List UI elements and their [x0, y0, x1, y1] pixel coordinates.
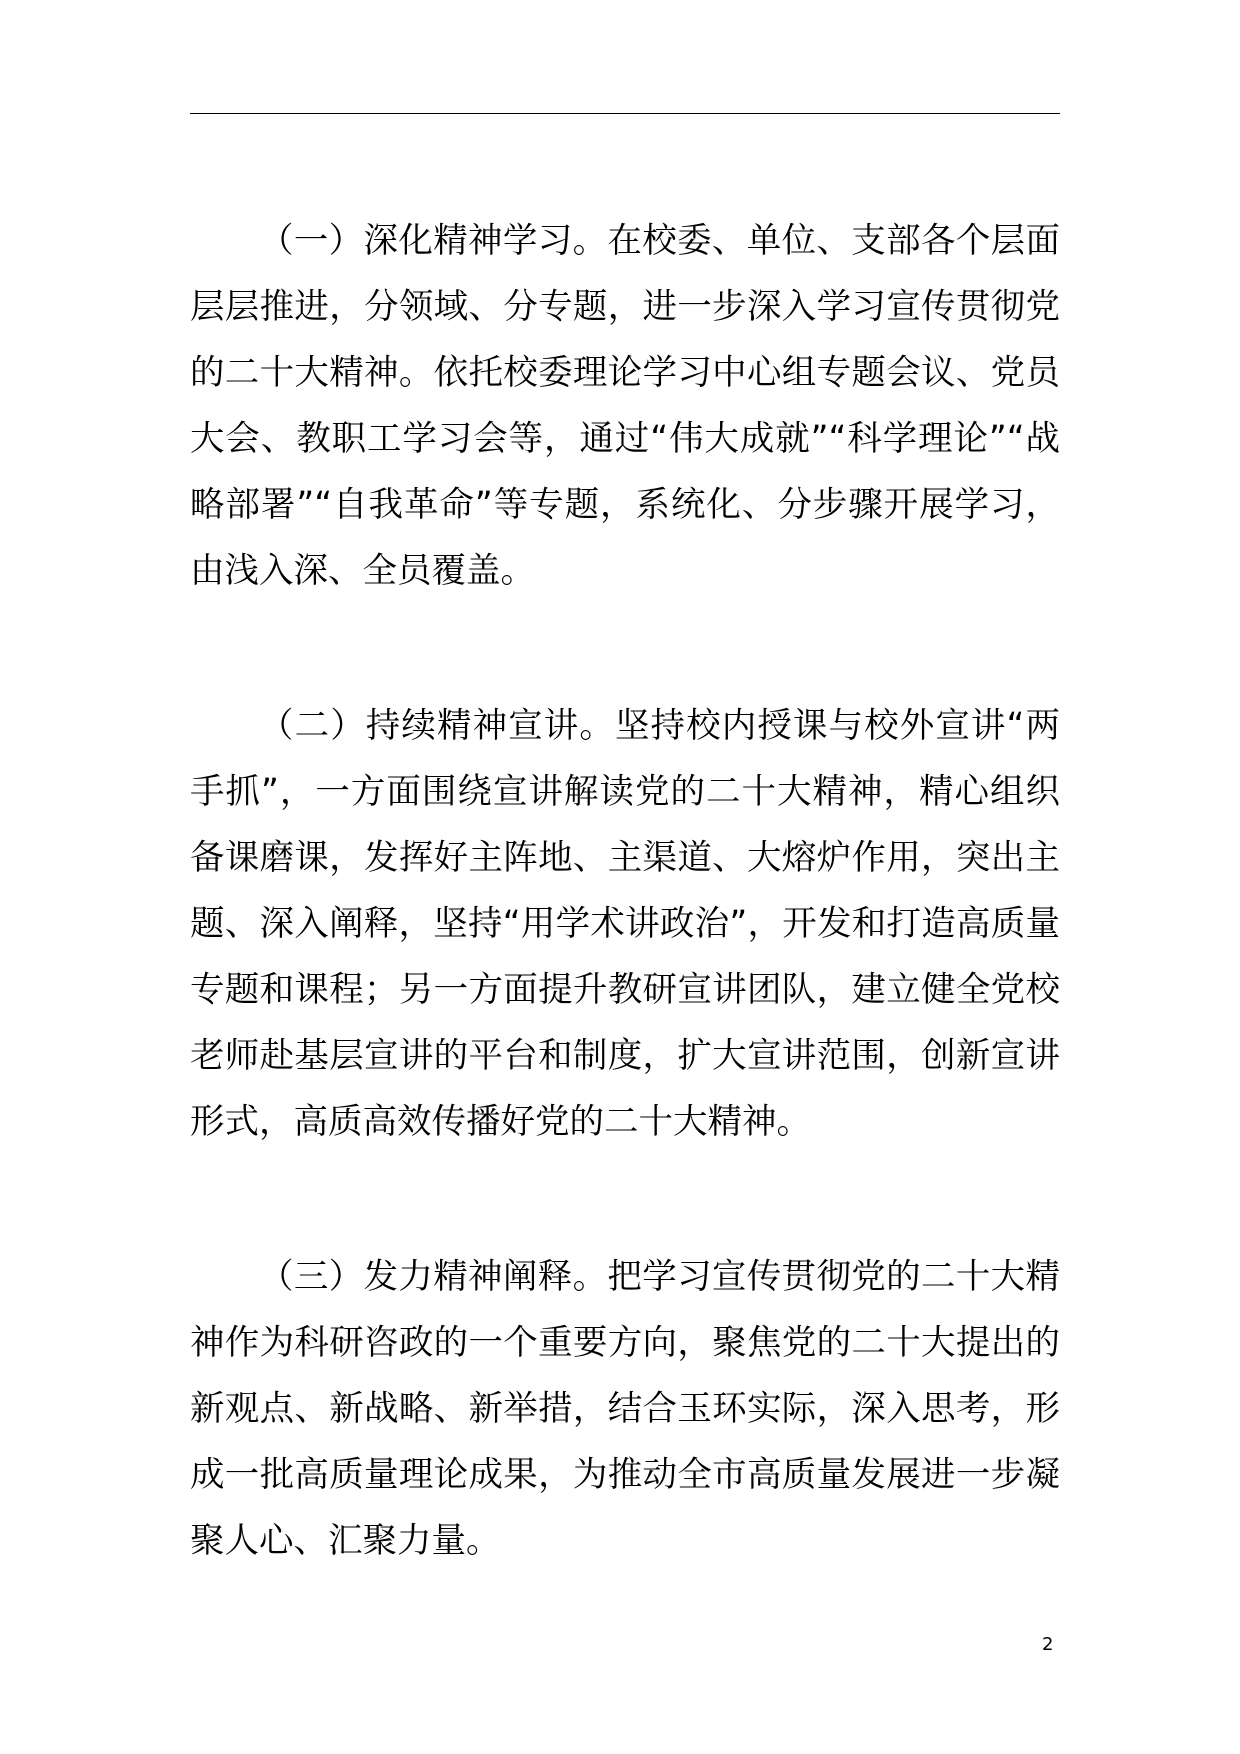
header-rule [190, 113, 1060, 114]
paragraph-continue-lectures: （二）持续精神宣讲。坚持校内授课与校外宣讲“两手抓”，一方面围绕宣讲解读党的二十大精神，精心组织备课磨课，发挥好主阵地、主渠道、大熔炉作用，突出主题、深入阐释，坚持“用学术讲政治”，开发和打造高质量专题和课程；另一方面提升教研宣讲团队，建立健全党校老师赴基层宣讲的平台和制度，扩大宣讲范围，创新宣讲形式，高质高效传播好党的二十大精神。 [190, 706, 1060, 1142]
paragraph-interpretation: （三）发力精神阐释。把学习宣传贯彻党的二十大精神作为科研咨政的一个重要方向，聚焦党的二十大提出的新观点、新战略、新举措，结合玉环实际，深入思考，形成一批高质量理论成果，为推动全市高质量发展进一步凝聚人心、汇聚力量。 [190, 1257, 1060, 1561]
document-body [190, 208, 1060, 1663]
page-number: 2 [1042, 1634, 1054, 1655]
paragraph-deepen-study: （一）深化精神学习。在校委、单位、支部各个层面层层推进，分领域、分专题，进一步深入学习宣传贯彻党的二十大精神。依托校委理论学习中心组专题会议、党员大会、教职工学习会等，通过“伟大成就”“科学理论”“战略部署”“自我革命”等专题，系统化、分步骤开展学习，由浅入深、全员覆盖。 [190, 221, 1060, 591]
